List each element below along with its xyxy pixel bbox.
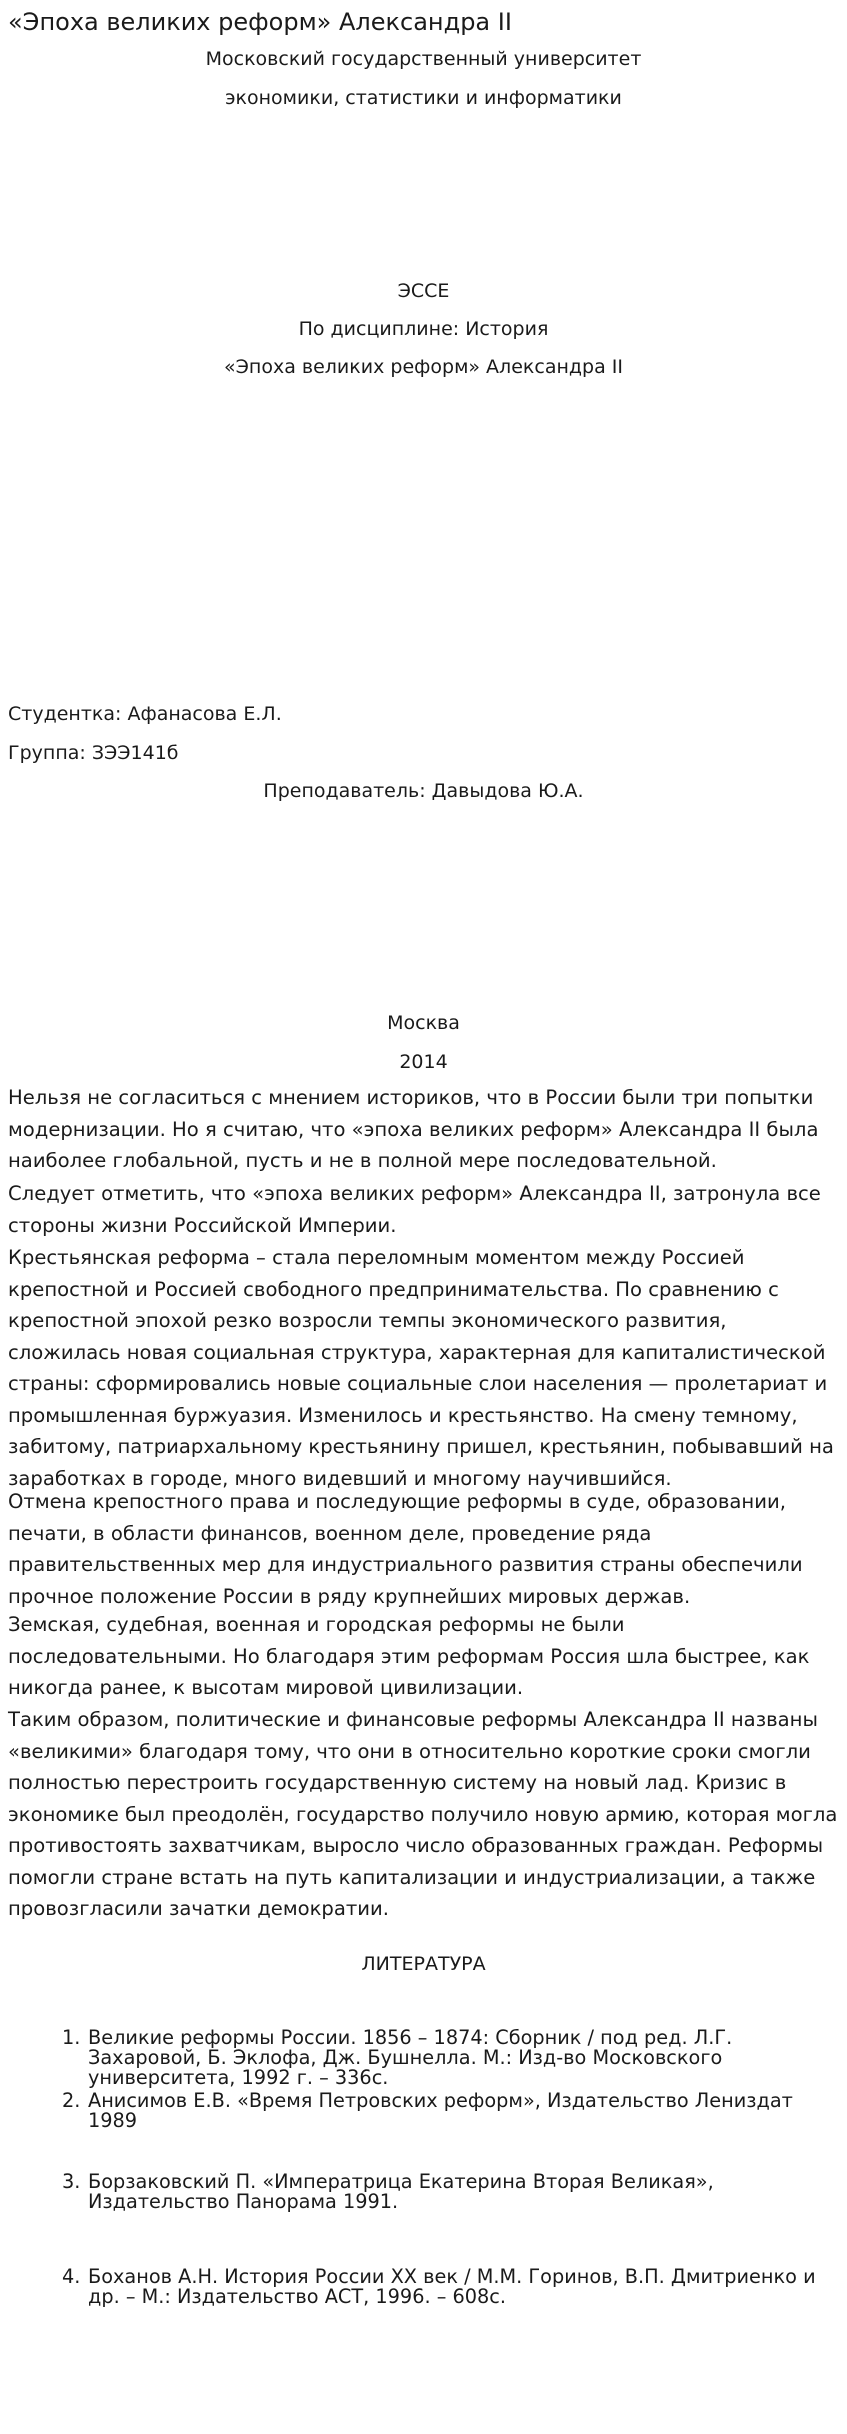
essay-label: ЭССЕ — [397, 280, 450, 302]
teacher-line: Преподаватель: Давыдова Ю.А. — [263, 780, 584, 802]
group-line: Группа: ЗЭЭ141б — [8, 742, 179, 764]
literature-item-number: 4. — [62, 2265, 81, 2288]
literature-item-text: Анисимов Е.В. «Время Петровских реформ», Издательство Лениздат 1989 — [88, 2089, 793, 2132]
body-paragraph: Крестьянская реформа – стала переломным моментом между Россией крепостной и Россией свободного предпринимательства. По сравнению с крепостной эпохой резко возросли темпы экономического развития, сложилась новая социальная структура, характерная для капиталистической страны: сформировались новые социальные слои населения — пролетариат и промышленная буржуазия. Изменилось и крестьянство. На смену темному, забитому, патриархальному крестьянину пришел, крестьянин, побывавший на заработках в городе, много видевший и многому научившийся. — [8, 1246, 834, 1490]
literature-item-text: Борзаковский П. «Императрица Екатерина Вторая Великая», Издательство Панорама 1991. — [88, 2170, 714, 2213]
body-paragraph: Следует отметить, что «эпоха великих реформ» Александра II, затронула все стороны жизни Российской Империи. — [8, 1182, 821, 1237]
page-title: «Эпоха великих реформ» Александра II — [8, 8, 512, 36]
literature-item-text: Великие реформы России. 1856 – 1874: Сборник / под ред. Л.Г. Захаровой, Б. Эклофа, Дж. Бушнелла. М.: Изд-во Московского университета, 1992 г. – 336с. — [88, 2026, 733, 2089]
literature-item-number: 1. — [62, 2026, 81, 2049]
year-line: 2014 — [399, 1051, 448, 1073]
body-paragraph: Таким образом, политические и финансовые реформы Александра II названы «великими» благодаря тому, что они в относительно короткие сроки смогли полностью перестроить государственную систему на новый лад. Кризис в экономике был преодолён, государство получило новую армию, которая могла противостоять захватчикам, выросло число образованных граждан. Реформы помогли стране встать на путь капитализации и индустриализации, а также провозгласили зачатки демократии. — [8, 1708, 838, 1920]
literature-item-text: Боханов А.Н. История России XX век / М.М. Горинов, В.П. Дмитриенко и др. – М.: Издательство АСТ, 1996. – 608с. — [88, 2265, 816, 2308]
essay-topic: «Эпоха великих реформ» Александра II — [224, 356, 623, 378]
literature-item-number: 3. — [62, 2170, 81, 2193]
literature-heading: ЛИТЕРАТУРА — [361, 1953, 486, 1975]
student-line: Студентка: Афанасова Е.Л. — [8, 703, 282, 725]
discipline-line: По дисциплине: История — [298, 318, 549, 340]
body-paragraph: Земская, судебная, военная и городская реформы не были последовательными. Но благодаря этим реформам Россия шла быстрее, как никогда ранее, к высотам мировой цивилизации. — [8, 1613, 810, 1699]
city-line: Москва — [387, 1012, 460, 1034]
literature-item-number: 2. — [62, 2089, 81, 2112]
body-paragraph: Нельзя не согласиться с мнением историков, что в России были три попытки модернизации. Но я считаю, что «эпоха великих реформ» Александра II была наиболее глобальной, пусть и не в полной мере последовательной. — [8, 1086, 819, 1172]
university-name-line-2: экономики, статистики и информатики — [225, 87, 622, 109]
university-name-line-1: Московский государственный университет — [205, 48, 642, 70]
body-paragraph: Отмена крепостного права и последующие реформы в суде, образовании, печати, в области финансов, военном деле, проведение ряда правительственных мер для индустриального развития страны обеспечили прочное положение России в ряду крупнейших мировых держав. — [8, 1490, 803, 1608]
